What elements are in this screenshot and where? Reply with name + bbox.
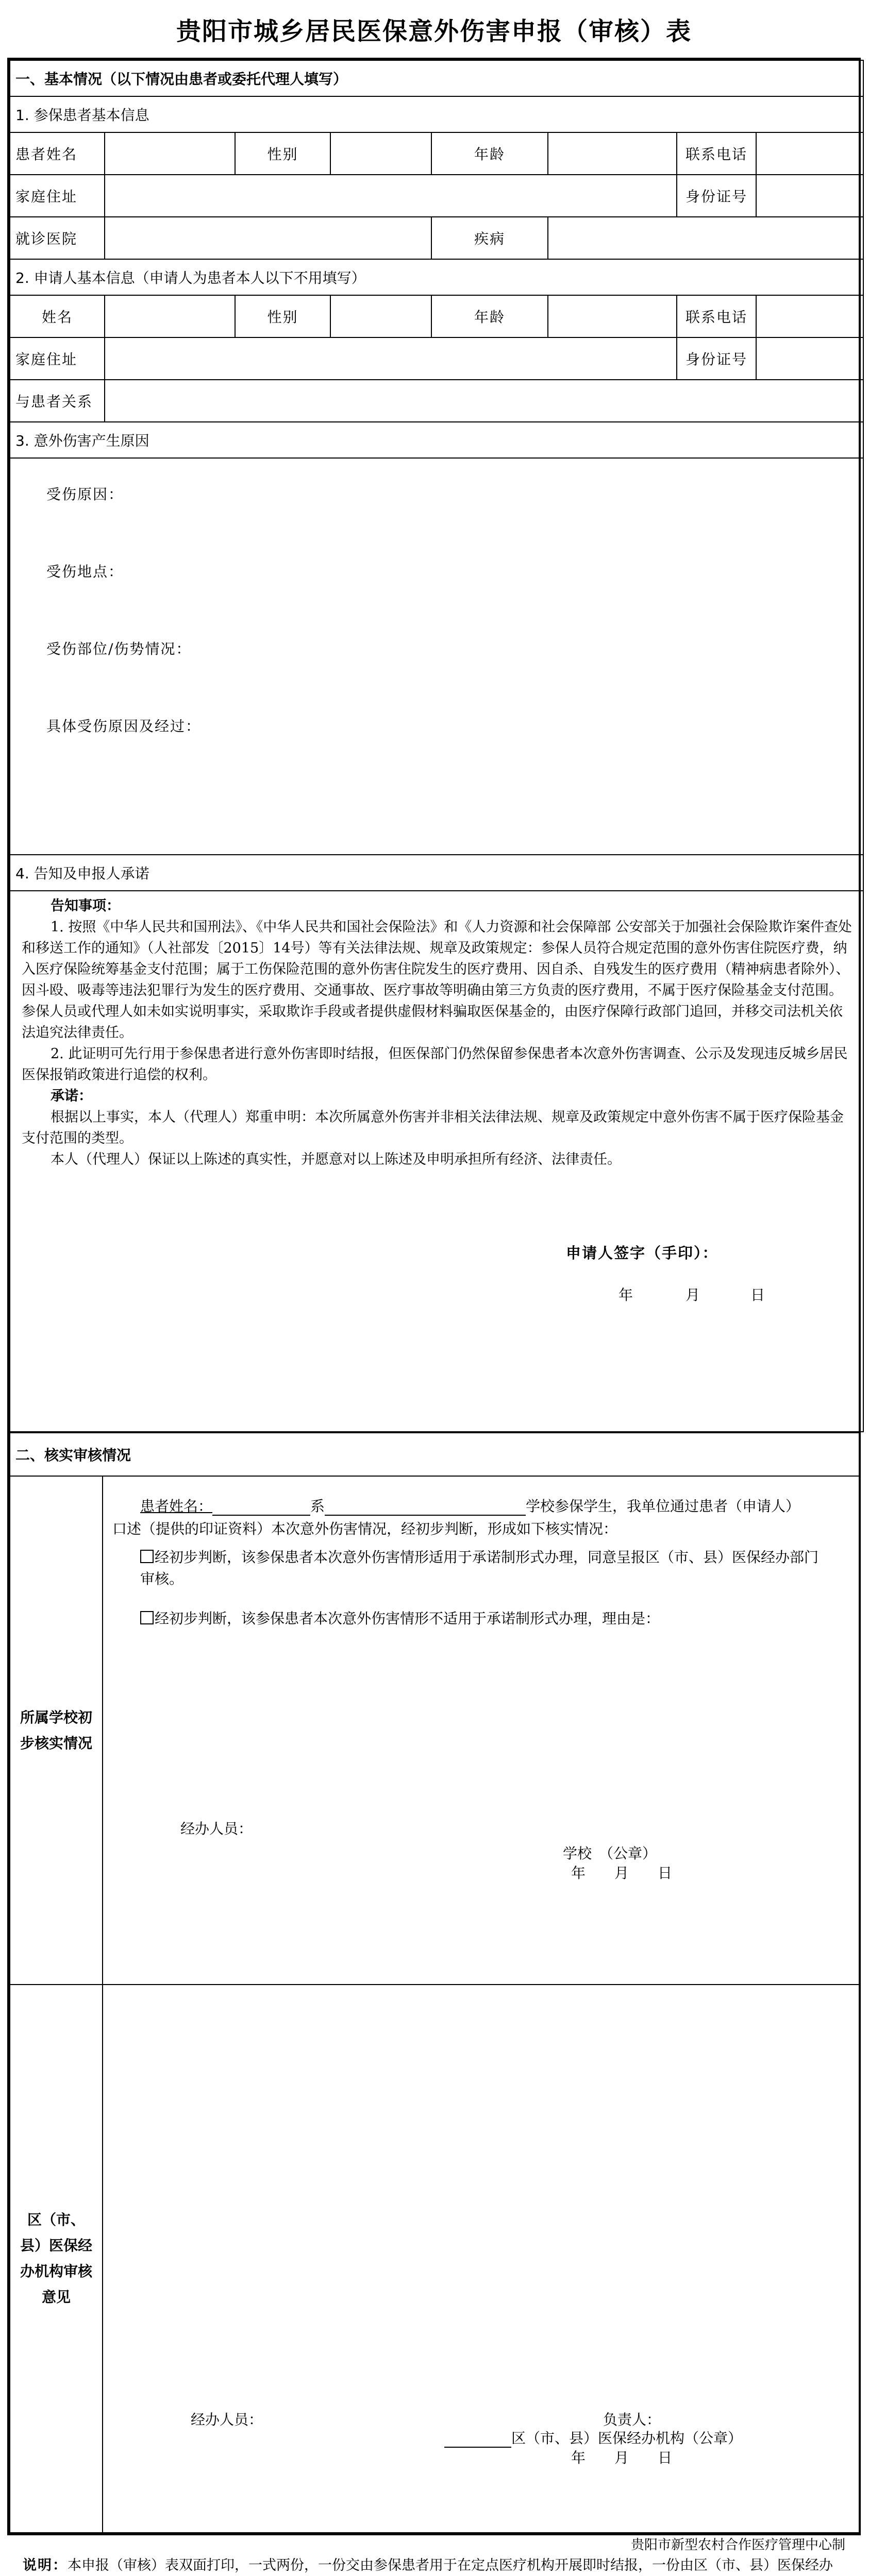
school-review-block[interactable] xyxy=(103,1476,859,1985)
applicant-age-field[interactable] xyxy=(548,295,677,337)
address-field[interactable] xyxy=(105,175,677,217)
school-review-label: 所属学校初步核实情况 xyxy=(10,1476,103,1985)
note-text: 本申报（审核）表双面打印，一式两份，一份交由参保患者用于在定点医疗机构开展即时结报，一份由区（市、县）医保经办 xyxy=(68,2557,833,2573)
relation-field[interactable] xyxy=(105,380,863,422)
option-1-checkbox[interactable] xyxy=(140,1550,154,1563)
notice-paragraph-1: 1. 按照《中华人民共和国刑法》、《中华人民共和国社会保险法》和《人力资源和社会保障部 公安部关于加强社会保险欺诈案件查处和移送工作的通知》（人社部发〔2015〕14号）等有关法律法规、规章及政策规定：参保人员符合规定范围的意外伤害住院医疗费，纳入医疗保险统筹基金支付范围；属于工伤保险范围的意外伤害住院发生的医疗费用、因自杀、自残发生的医疗费用（精神病患者除外）、因斗殴、吸毒等违法犯罪行为发生的医疗费用、交通事故、医疗事故等明确由第三方负责的医疗费用，不属于医疗保险基金支付范围。参保人员或代理人如未如实说明事实，采取欺诈手段或者提供虚假材料骗取医保基金的，由医疗保障行政部门追回，并移交司法机关依法追究法律责任。 xyxy=(22,919,852,1041)
school-line1-xi: 系 xyxy=(310,1498,325,1515)
phone-field[interactable] xyxy=(756,132,863,175)
phone-label: 联系电话 xyxy=(677,132,756,175)
note-label: 说明： xyxy=(23,2557,68,2573)
option-1-text: 经初步判断，该参保患者本次意外伤害情形适用于承诺制形式办理，同意呈报区（市、县）医保经办部门审核。 xyxy=(140,1549,819,1587)
school-seal-label: 学校 （公章） xyxy=(563,1845,657,1862)
sign-date-day: 日 xyxy=(750,1286,765,1303)
part4-heading: 4. 告知及申报人承诺 xyxy=(10,855,863,891)
district-blank[interactable] xyxy=(444,2431,511,2448)
disease-field[interactable] xyxy=(548,217,863,259)
applicant-age-label: 年龄 xyxy=(431,295,548,337)
age-field[interactable] xyxy=(548,132,677,175)
patient-name-field[interactable] xyxy=(105,132,235,175)
address-label: 家庭住址 xyxy=(10,175,105,217)
part2-heading: 2. 申请人基本信息（申请人为患者本人以下不用填写） xyxy=(10,259,863,295)
promise-paragraph-1: 根据以上事实，本人（代理人）郑重申明：本次所属意外伤害并非相关法律法规、规章及政策规定中意外伤害不属于医疗保险基金支付范围的类型。 xyxy=(22,1109,844,1146)
district-date-line: 年 月 日 xyxy=(571,2449,673,2466)
district-seal-label: 区（市、县）医保经办机构（公章） xyxy=(511,2430,743,2447)
injury-place-label: 受伤地点： xyxy=(46,563,124,580)
gender-field[interactable] xyxy=(330,132,431,175)
school-date-line: 年 月 日 xyxy=(571,1865,673,1882)
form-frame xyxy=(7,58,861,2535)
district-handler-label: 经办人员： xyxy=(191,2411,263,2428)
sign-date-month: 月 xyxy=(686,1286,700,1303)
school-patient-name-label: 患者姓名： xyxy=(140,1498,213,1515)
school-name-blank[interactable] xyxy=(325,1499,526,1516)
applicant-id-field[interactable] xyxy=(756,337,863,380)
applicant-phone-field[interactable] xyxy=(756,295,863,337)
school-line-2: 口述（提供的印证资料）本次意外伤害情况，经初步判断，形成如下核实情况： xyxy=(112,1520,618,1537)
review-table xyxy=(9,1432,860,2533)
injury-detail-label: 具体受伤原因及经过： xyxy=(46,718,202,735)
id-label: 身份证号 xyxy=(677,175,756,217)
sign-date-year: 年 xyxy=(619,1286,633,1303)
hospital-label: 就诊医院 xyxy=(10,217,105,259)
option-2-text: 经初步判断，该参保患者本次意外伤害情形不适用于承诺制形式办理，理由是： xyxy=(155,1610,660,1627)
patient-name-label: 患者姓名 xyxy=(10,132,105,175)
form-maker: 贵阳市新型农村合作医疗管理中心制 xyxy=(630,2537,845,2553)
district-review-label: 区（市、县）医保经办机构审核意见 xyxy=(10,1985,103,2533)
promise-paragraph-2: 本人（代理人）保证以上陈述的真实性，并愿意对以上陈述及申明承担所有经济、法律责任。 xyxy=(51,1151,621,1167)
applicant-gender-label: 性别 xyxy=(235,295,330,337)
option-2[interactable] xyxy=(140,1607,660,1628)
notice-block xyxy=(10,891,863,1432)
option-2-checkbox[interactable] xyxy=(140,1611,154,1624)
basic-info-table xyxy=(9,60,864,1432)
district-review-block[interactable] xyxy=(103,1985,859,2533)
school-line-1 xyxy=(140,1495,800,1516)
gender-label: 性别 xyxy=(235,132,330,175)
relation-label: 与患者关系 xyxy=(10,380,105,422)
injury-cause-block[interactable] xyxy=(10,458,863,855)
part1-heading: 1. 参保患者基本信息 xyxy=(10,96,863,132)
injury-cause-label: 受伤原因： xyxy=(46,486,124,503)
notice-title: 告知事项： xyxy=(51,898,120,914)
school-patient-name-blank[interactable] xyxy=(212,1499,310,1516)
promise-title: 承诺： xyxy=(51,1088,92,1104)
disease-label: 疾病 xyxy=(431,217,548,259)
signature-label: 申请人签字（手印）： xyxy=(566,1244,718,1262)
id-field[interactable] xyxy=(756,175,863,217)
applicant-name-label: 姓名 xyxy=(10,295,105,337)
age-label: 年龄 xyxy=(431,132,548,175)
notice-paragraph-2: 2. 此证明可先行用于参保患者进行意外伤害即时结报，但医保部门仍然保留参保患者本次意外伤害调查、公示及发现违反城乡居民医保报销政策进行追偿的权利。 xyxy=(22,1046,848,1083)
applicant-name-field[interactable] xyxy=(105,295,235,337)
form-title: 贵阳市城乡居民医保意外伤害申报（审核）表 xyxy=(176,16,692,46)
form-note xyxy=(7,2555,861,2576)
section1-heading: 一、基本情况（以下情况由患者或委托代理人填写） xyxy=(10,60,863,96)
applicant-id-label: 身份证号 xyxy=(677,337,756,380)
part3-heading: 3. 意外伤害产生原因 xyxy=(10,422,863,458)
hospital-field[interactable] xyxy=(105,217,431,259)
applicant-phone-label: 联系电话 xyxy=(677,295,756,337)
applicant-address-label: 家庭住址 xyxy=(10,337,105,380)
injury-part-label: 受伤部位/伤势情况： xyxy=(46,640,192,657)
applicant-address-field[interactable] xyxy=(105,337,677,380)
school-handler-label: 经办人员： xyxy=(180,1820,253,1837)
form-page xyxy=(7,0,861,2576)
district-seal-line xyxy=(444,2427,742,2448)
district-leader-label: 负责人： xyxy=(603,2411,661,2428)
applicant-gender-field[interactable] xyxy=(330,295,431,337)
school-line1-rest: 学校参保学生，我单位通过患者（申请人） xyxy=(526,1498,800,1515)
option-1[interactable] xyxy=(140,1547,826,1590)
section2-heading: 二、核实审核情况 xyxy=(10,1433,859,1476)
